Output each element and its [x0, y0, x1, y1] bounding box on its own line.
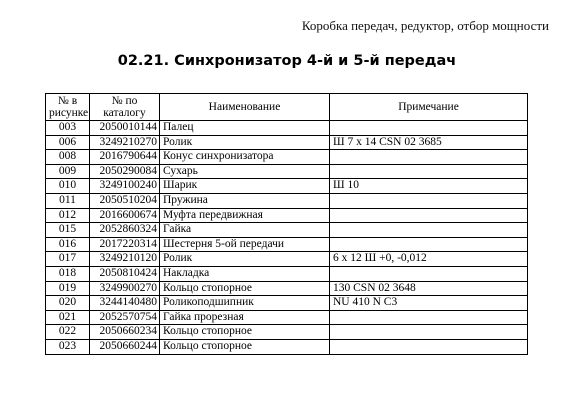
table-header [46, 94, 528, 121]
cell-figure-number: 008 [46, 150, 90, 165]
cell-name: Гайка прорезная [160, 310, 330, 325]
table-row [46, 208, 528, 223]
table-row [46, 339, 528, 354]
cell-name: Сухарь [160, 164, 330, 179]
header-figure-number-line1: № в [57, 95, 78, 107]
header-note: Примечание [330, 94, 528, 121]
table-row [46, 150, 528, 165]
cell-note [330, 223, 528, 238]
cell-figure-number: 019 [46, 281, 90, 296]
table-row [46, 252, 528, 267]
header-figure-number-line2: рисунке [49, 107, 89, 119]
cell-catalog-number: 2050010144 [90, 121, 160, 136]
table-row [46, 193, 528, 208]
cell-figure-number: 020 [46, 296, 90, 311]
cell-note: Ш 10 [330, 179, 528, 194]
table-row [46, 325, 528, 340]
cell-name: Ролик [160, 135, 330, 150]
cell-catalog-number: 2050810424 [90, 266, 160, 281]
cell-note [330, 121, 528, 136]
cell-name: Накладка [160, 266, 330, 281]
table-row [46, 164, 528, 179]
table-row [46, 135, 528, 150]
cell-note [330, 237, 528, 252]
table-row [46, 310, 528, 325]
header-catalog-number-line2: каталогу [103, 107, 146, 119]
cell-figure-number: 006 [46, 135, 90, 150]
table-row [46, 237, 528, 252]
section-title: 02.21. Синхронизатор 4-й и 5-й передач [117, 53, 457, 69]
cell-name: Муфта передвижная [160, 208, 330, 223]
cell-catalog-number: 3244140480 [90, 296, 160, 311]
cell-figure-number: 023 [46, 339, 90, 354]
table-header-row [46, 94, 528, 121]
cell-note [330, 325, 528, 340]
cell-name: Шарик [160, 179, 330, 194]
cell-figure-number: 009 [46, 164, 90, 179]
cell-figure-number: 010 [46, 179, 90, 194]
table-row [46, 266, 528, 281]
parts-table [45, 93, 528, 355]
cell-note: 130 CSN 02 3648 [330, 281, 528, 296]
cell-catalog-number: 3249210120 [90, 252, 160, 267]
cell-note: NU 410 N C3 [330, 296, 528, 311]
cell-note [330, 208, 528, 223]
cell-figure-number: 017 [46, 252, 90, 267]
cell-note: Ш 7 x 14 CSN 02 3685 [330, 135, 528, 150]
table-row [46, 281, 528, 296]
running-header: Коробка передач, редуктор, отбор мощности [301, 18, 549, 33]
header-name: Наименование [160, 94, 330, 121]
cell-catalog-number: 2016790644 [90, 150, 160, 165]
cell-catalog-number: 2017220314 [90, 237, 160, 252]
cell-figure-number: 018 [46, 266, 90, 281]
cell-name: Пружина [160, 193, 330, 208]
cell-name: Роликоподшипник [160, 296, 330, 311]
cell-catalog-number: 3249210270 [90, 135, 160, 150]
table-body [46, 121, 528, 355]
cell-figure-number: 011 [46, 193, 90, 208]
header-figure-number [46, 94, 90, 121]
cell-figure-number: 021 [46, 310, 90, 325]
cell-name: Кольцо стопорное [160, 325, 330, 340]
cell-name: Гайка [160, 223, 330, 238]
cell-note [330, 339, 528, 354]
cell-figure-number: 003 [46, 121, 90, 136]
header-catalog-number [90, 94, 160, 121]
table-row [46, 223, 528, 238]
cell-catalog-number: 2050660234 [90, 325, 160, 340]
cell-figure-number: 015 [46, 223, 90, 238]
cell-name: Ролик [160, 252, 330, 267]
cell-figure-number: 022 [46, 325, 90, 340]
table-row [46, 296, 528, 311]
cell-name: Кольцо стопорное [160, 339, 330, 354]
cell-figure-number: 016 [46, 237, 90, 252]
cell-catalog-number: 3249100240 [90, 179, 160, 194]
cell-catalog-number: 2050660244 [90, 339, 160, 354]
cell-catalog-number: 2052570754 [90, 310, 160, 325]
cell-note [330, 266, 528, 281]
cell-catalog-number: 3249900270 [90, 281, 160, 296]
table-row [46, 121, 528, 136]
cell-name: Палец [160, 121, 330, 136]
cell-catalog-number: 2050510204 [90, 193, 160, 208]
cell-note [330, 150, 528, 165]
cell-note [330, 310, 528, 325]
cell-name: Шестерня 5-ой передачи [160, 237, 330, 252]
cell-catalog-number: 2050290084 [90, 164, 160, 179]
cell-catalog-number: 2052860324 [90, 223, 160, 238]
cell-name: Конус синхронизатора [160, 150, 330, 165]
cell-name: Кольцо стопорное [160, 281, 330, 296]
header-catalog-number-line1: № по [111, 95, 138, 107]
cell-note: 6 x 12 Ш +0, -0,012 [330, 252, 528, 267]
cell-note [330, 193, 528, 208]
cell-figure-number: 012 [46, 208, 90, 223]
table-row [46, 179, 528, 194]
cell-note [330, 164, 528, 179]
cell-catalog-number: 2016600674 [90, 208, 160, 223]
